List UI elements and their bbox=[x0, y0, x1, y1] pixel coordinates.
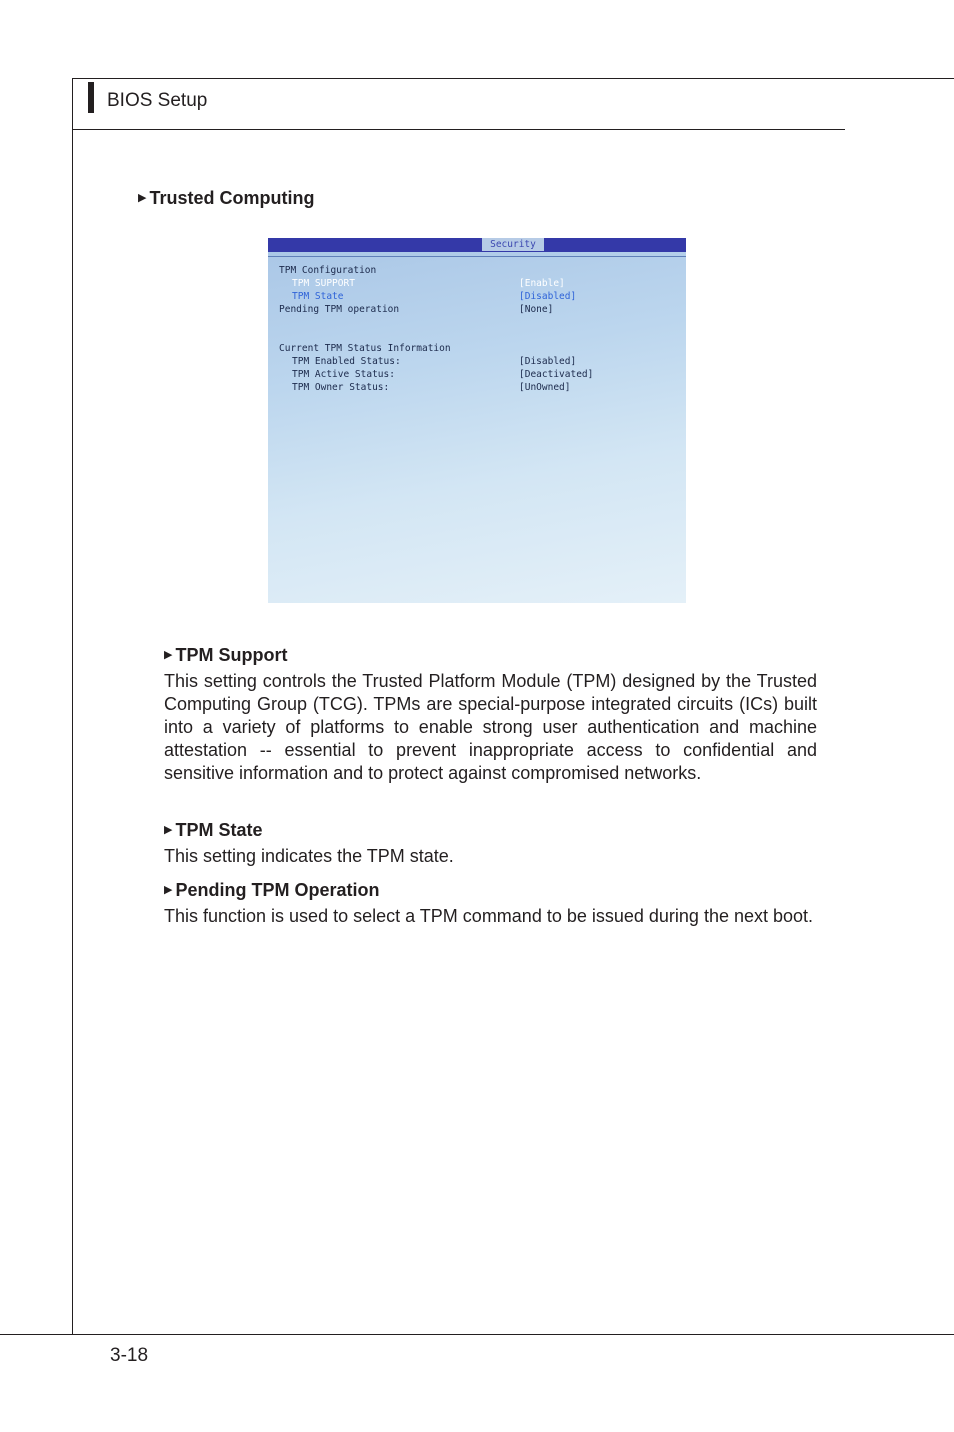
page-header-title: BIOS Setup bbox=[107, 90, 208, 111]
bios-row-label: TPM Owner Status: bbox=[292, 382, 390, 393]
bios-row-label: TPM SUPPORT bbox=[292, 278, 355, 289]
bios-tab-security: Security bbox=[482, 238, 544, 251]
bios-row-label: Current TPM Status Information bbox=[279, 343, 451, 354]
header-marker-bar bbox=[88, 82, 94, 113]
item-heading-tpm-state bbox=[164, 819, 262, 841]
item-heading-text: TPM Support bbox=[175, 645, 288, 665]
item-heading-tpm-support bbox=[164, 644, 287, 666]
bios-row-label: TPM Active Status: bbox=[292, 369, 395, 380]
bios-screenshot bbox=[268, 238, 686, 603]
page-number: 3-18 bbox=[110, 1345, 149, 1366]
section-heading-trusted-computing bbox=[138, 187, 314, 209]
bios-row-value: [UnOwned] bbox=[519, 382, 571, 393]
triangle-bullet-icon: ▶ bbox=[164, 649, 173, 661]
header-underline bbox=[72, 129, 845, 130]
bios-row-tpm-support bbox=[268, 277, 686, 290]
footer-rule bbox=[0, 1334, 954, 1335]
bios-row-label: TPM Configuration bbox=[279, 265, 377, 276]
triangle-bullet-icon: ▶ bbox=[164, 884, 173, 896]
bios-row-tpm-active-status bbox=[268, 368, 686, 381]
item-heading-text: Pending TPM Operation bbox=[175, 880, 380, 900]
bios-title-bar bbox=[268, 238, 686, 252]
bios-row-current-tpm-status bbox=[268, 342, 686, 355]
section-heading-text: Trusted Computing bbox=[149, 188, 315, 208]
bios-row-value: [Disabled] bbox=[519, 356, 577, 367]
triangle-bullet-icon: ▶ bbox=[138, 192, 147, 204]
bios-row-tpm-owner-status bbox=[268, 381, 686, 394]
header-rule bbox=[72, 78, 954, 79]
bios-row-pending-tpm-operation bbox=[268, 303, 686, 316]
item-description-tpm-support: This setting controls the Trusted Platform Module (TPM) designed by the Trusted Computing Group (TCG). TPMs are special-purpose integrated circuits (ICs) built into a variety of platforms to enable strong user authentication and machine attestation -- essential to prevent inappropriate access to confidential and sensitive information and to protect against compromised networks. bbox=[164, 671, 817, 783]
bios-row-tpm-enabled-status bbox=[268, 355, 686, 368]
bios-row-tpm-configuration bbox=[268, 264, 686, 277]
item-description-tpm-state: This setting indicates the TPM state. bbox=[164, 846, 454, 866]
item-heading-text: TPM State bbox=[175, 820, 263, 840]
bios-row-label: TPM State bbox=[292, 291, 344, 302]
triangle-bullet-icon: ▶ bbox=[164, 824, 173, 836]
bios-row-value: [Enable] bbox=[519, 278, 565, 289]
bios-row-value: [Deactivated] bbox=[519, 369, 594, 380]
bios-row-tpm-state bbox=[268, 290, 686, 303]
bios-row-value: [None] bbox=[519, 304, 554, 315]
bios-row-label: Pending TPM operation bbox=[279, 304, 400, 315]
item-description-pending-tpm-operation: This function is used to select a TPM command to be issued during the next boot. bbox=[164, 906, 814, 926]
item-heading-pending-tpm-operation bbox=[164, 879, 379, 901]
bios-row-value: [Disabled] bbox=[519, 291, 577, 302]
bios-row-label: TPM Enabled Status: bbox=[292, 356, 401, 367]
left-margin-rule bbox=[72, 78, 73, 1335]
bios-divider bbox=[268, 256, 686, 257]
